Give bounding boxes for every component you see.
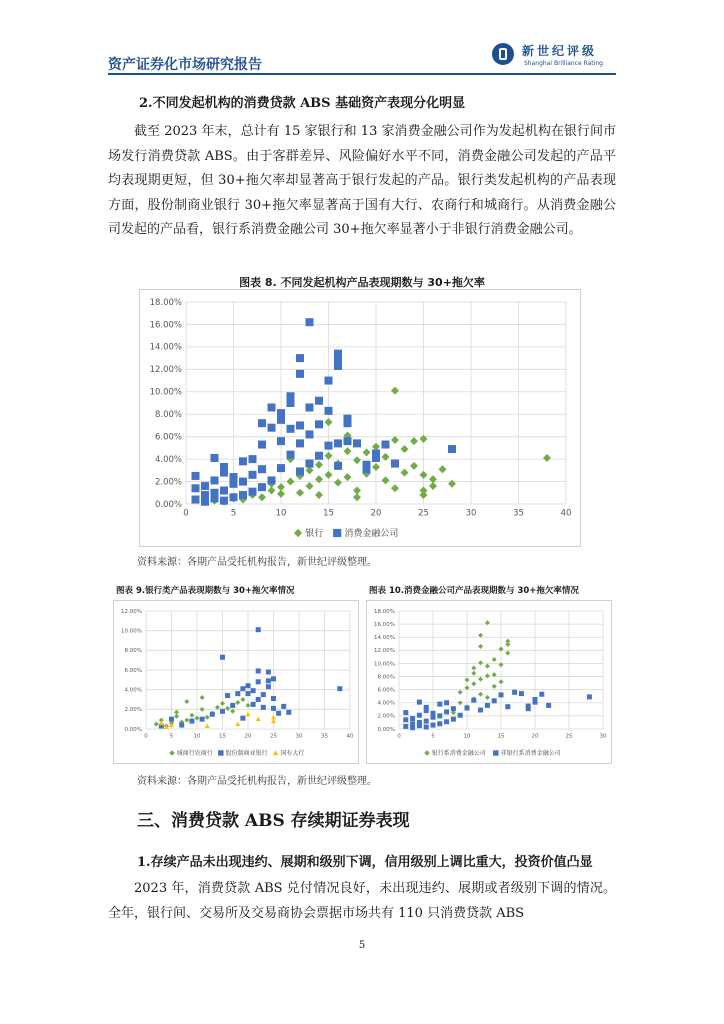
data-point [499,647,504,652]
data-point [200,707,205,712]
data-point [458,713,463,718]
legend-label: 银行 [305,529,324,539]
figure-9-svg [114,601,358,763]
data-point [353,439,361,447]
data-point [448,445,456,453]
data-point [306,403,314,411]
data-point [471,671,476,676]
data-point [287,392,295,400]
data-point [235,700,240,705]
data-point [266,678,271,683]
y-tick-label: 0.00% [154,499,182,510]
y-tick-label: 6.00% [154,432,182,443]
data-point [271,696,276,701]
data-point [353,456,361,464]
series-1 [159,627,342,728]
legend-marker [273,750,278,755]
data-point [277,437,285,445]
y-tick-label: 4.00% [154,454,182,465]
data-point [478,644,483,649]
data-point [240,686,245,691]
data-point [543,454,551,462]
data-point [256,668,261,673]
data-point [287,451,295,459]
figure-9-10-source: 资料来源：各期产品受托机构报告，新世纪评级整理。 [137,776,377,787]
data-point [401,445,409,453]
data-point [417,720,422,725]
data-point [189,713,194,718]
data-point [478,692,483,697]
data-point [382,441,390,449]
data-point [420,435,428,443]
data-point [154,722,159,727]
figure-8-caption: 图表 8. 不同发起机构产品表现期数与 30+拖欠率 [239,276,485,289]
x-tick-label: 25 [270,733,277,740]
y-tick-label: 2.00% [124,707,142,714]
data-point [258,441,266,449]
x-tick-label: 0 [144,733,148,740]
x-tick-label: 5 [169,733,174,740]
data-point [211,476,219,484]
data-point [306,430,314,438]
data-point [410,462,418,470]
data-point [465,677,470,682]
series-1 [403,690,592,730]
data-point [344,437,352,445]
data-point [220,655,225,660]
data-point [315,491,323,499]
x-tick-label: 40 [346,733,354,740]
x-tick-label: 40 [560,508,572,519]
figure-8-chart [139,289,581,547]
data-point [184,718,189,723]
data-point [251,702,256,707]
x-tick-label: 10 [275,508,287,519]
data-point [200,695,205,700]
data-point [249,488,257,496]
data-point [546,703,551,708]
y-tick-label: 16.00% [149,320,182,331]
data-point [240,716,245,721]
data-point [499,662,504,667]
data-point [444,709,449,714]
data-point [437,702,442,707]
data-point [306,482,314,490]
data-point [225,706,230,711]
data-point [519,691,524,696]
data-point [431,723,436,728]
y-tick-label: 10.00% [374,661,395,668]
data-point [306,318,314,326]
y-tick-label: 6.00% [377,687,395,694]
data-point [277,483,285,491]
x-tick-label: 5 [431,733,435,740]
data-point [296,489,304,497]
data-point [258,465,266,473]
x-tick-label: 20 [531,733,539,740]
data-point [266,684,271,689]
y-tick-label: 18.00% [374,608,395,615]
x-tick-label: 25 [565,733,573,740]
data-point [363,461,371,469]
data-point [451,706,456,711]
data-point [287,425,295,433]
data-point [429,482,437,490]
section-heading: 2.不同发起机构的消费贷款 ABS 基础资产表现分化明显 [139,96,466,111]
y-tick-label: 12.00% [374,648,395,655]
x-tick-label: 25 [418,508,429,519]
data-point [485,695,490,700]
data-point [271,676,276,681]
data-point [391,484,399,492]
figure-8-source: 资料来源：各期产品受托机构报告，新世纪评级整理。 [137,557,377,568]
data-point [403,710,408,715]
x-tick-label: 5 [230,508,237,519]
data-point [296,421,304,429]
data-point [391,387,399,395]
data-point [239,457,247,465]
data-point [471,698,476,703]
data-point [261,705,266,710]
data-point [505,650,510,655]
data-point [448,480,456,488]
data-point [246,703,251,708]
data-point [505,704,510,709]
paragraph-text: 截至 2023 年末，总计有 15 家银行和 13 家消费金融公司作为发起机构在银行间市场发行消费贷款 ABS。由于客群差异、风险偏好水平不同，消费金融公司发起的产品平均表现期更短，但 30+拖欠率却显著高于银行发起的产品。银行类发起机构的产品表现方面，股份制商业银行 30+拖欠率显著高于国有大行、农商行和城商行。从消费金融公司发起的产品看，银行系消费金融公司 30+拖欠率显著小于非银行消费金融公司。 [108,124,616,237]
data-point [306,460,314,468]
data-point [533,697,538,702]
data-point [499,679,504,684]
data-point [246,691,251,696]
data-point [271,706,276,711]
data-point [211,489,219,497]
data-point [424,719,429,724]
x-tick-label: 15 [497,733,505,740]
x-tick-label: 20 [370,508,382,519]
data-point [230,473,238,481]
figure-9-caption: 图表 9.银行类产品表现期数与 30+拖欠率情况 [116,586,295,596]
data-point [344,473,352,481]
data-point [401,469,409,477]
data-point [403,717,408,722]
data-point [201,491,209,499]
figure-10-svg [367,601,611,763]
data-point [235,722,240,727]
data-point [192,484,200,492]
legend-label: 城商行农商行 [176,750,213,757]
legend-marker [218,750,223,755]
data-point [444,719,449,724]
data-point [344,447,352,455]
data-point [258,419,266,427]
data-point [505,639,510,644]
data-point [235,691,240,696]
data-point [485,703,490,708]
data-point [492,698,497,703]
figure-8-svg [140,290,580,546]
data-point [266,669,271,674]
data-point [458,690,463,695]
body-paragraph-2 [108,877,616,926]
legend-marker [169,750,174,755]
data-point [246,683,251,688]
legend-marker [294,529,302,537]
data-point [258,483,266,491]
x-tick-label: 30 [295,733,303,740]
data-point [315,475,323,483]
y-tick-label: 2.00% [154,477,182,488]
series-0 [451,620,517,715]
data-point [184,699,189,704]
x-tick-label: 0 [397,733,401,740]
y-tick-label: 0.00% [124,726,142,733]
data-point [512,690,517,695]
data-point [240,697,245,702]
y-tick-label: 16.00% [374,621,395,628]
x-tick-label: 35 [321,733,328,740]
data-point [334,479,342,487]
paragraph-text-2: 2023 年，消费贷款 ABS 兑付情况良好，未出现违约、展期或者级别下调的情况。全年，银行间、交易所及交易商协会票据市场共有 110 只消费贷款 ABS [108,881,616,921]
data-point [281,704,286,709]
data-point [249,455,257,463]
data-point [315,461,323,469]
legend-marker [333,529,341,537]
data-point [286,710,291,715]
data-point [344,415,352,423]
data-point [325,471,333,479]
y-tick-label: 8.00% [377,674,395,681]
figure-10-chart [366,600,612,764]
data-point [276,711,281,716]
x-tick-label: 15 [219,733,226,740]
data-point [315,420,323,428]
x-tick-label: 35 [513,508,524,519]
data-point [353,493,361,501]
data-point [420,491,428,499]
data-point [261,692,266,697]
data-point [268,476,276,484]
header-divider [108,73,616,75]
chapter-heading: 三、消费贷款 ABS 存续期证券表现 [137,811,410,831]
data-point [420,471,428,479]
data-point [403,724,408,729]
data-point [451,717,456,722]
y-tick-label: 14.00% [149,342,182,353]
legend-marker [424,750,429,755]
data-point [189,719,194,724]
data-point [325,442,333,450]
data-point [192,472,200,480]
x-tick-label: 30 [599,733,607,740]
data-point [372,450,380,458]
data-point [220,709,225,714]
x-tick-label: 20 [244,733,252,740]
x-tick-label: 0 [183,508,189,519]
data-point [391,436,399,444]
data-point [458,700,463,705]
data-point [230,493,238,501]
data-point [437,721,442,726]
data-point [174,710,179,715]
y-tick-label: 2.00% [377,713,395,720]
data-point [220,701,225,706]
data-point [382,453,390,461]
data-point [169,717,174,722]
y-tick-label: 10.00% [149,387,182,398]
data-point [287,478,295,486]
data-point [225,693,230,698]
y-tick-label: 18.00% [149,297,182,308]
data-point [431,711,436,716]
y-tick-label: 10.00% [121,628,142,635]
data-point [201,482,209,490]
logo-mark [499,48,507,60]
y-tick-label: 4.00% [124,687,142,694]
data-point [315,452,323,460]
data-point [210,712,215,717]
data-point [179,723,184,728]
data-point [249,471,257,479]
legend-label: 非银行系消费金融公司 [500,750,561,757]
data-point [258,493,266,501]
data-point [372,463,380,471]
data-point [200,717,205,722]
series-1 [192,318,457,506]
data-point [230,703,235,708]
data-point [437,713,442,718]
data-point [391,460,399,468]
data-point [251,688,256,693]
data-point [334,439,342,447]
data-point [485,664,490,669]
data-point [492,684,497,689]
data-point [277,409,285,417]
y-tick-label: 12.00% [149,365,182,376]
data-point [296,439,304,447]
report-title: 资产证券化市场研究报告 [108,57,262,73]
data-point [211,454,219,462]
data-point [587,694,592,699]
legend-marker [493,750,498,755]
series-0 [154,695,251,729]
data-point [325,452,333,460]
data-point [220,463,228,471]
data-point [410,437,418,445]
data-point [296,467,304,475]
data-point [268,424,276,432]
x-tick-label: 10 [463,733,471,740]
data-point [478,707,483,712]
legend-label: 股份制商业银行 [225,750,268,757]
data-point [296,370,304,378]
subsection-heading: 1.存续产品未出现违约、展期和级别下调，信用级别上调比重大，投资价值凸显 [137,855,593,870]
x-tick-label: 15 [323,508,334,519]
data-point [205,724,210,729]
data-point [485,673,490,678]
data-point [256,717,261,722]
data-point [478,660,483,665]
data-point [256,627,261,632]
data-point [439,465,447,473]
data-point [526,704,531,709]
data-point [478,677,483,682]
data-point [205,715,210,720]
data-point [334,462,342,470]
data-point [485,620,490,625]
data-point [471,681,476,686]
data-point [268,403,276,411]
data-point [424,705,429,710]
data-point [417,700,422,705]
data-point [315,397,323,405]
legend-label: 国有大行 [280,750,305,757]
data-point [271,719,276,724]
data-point [220,487,228,495]
data-point [334,350,342,358]
legend-label: 消费金融公司 [344,529,399,539]
y-tick-label: 14.00% [374,635,395,642]
data-point [192,496,200,504]
logo-text-cn: 新世纪评级 [522,44,598,58]
data-point [277,464,285,472]
y-tick-label: 6.00% [124,667,142,674]
y-tick-label: 0.00% [377,726,395,733]
x-tick-label: 30 [465,508,477,519]
legend-label: 银行系消费金融公司 [431,750,486,757]
data-point [239,478,247,486]
logo-text-en: Shanghai Brilliance Rating [524,60,603,67]
y-tick-label: 8.00% [154,410,182,421]
data-point [325,407,333,415]
data-point [492,657,497,662]
data-point [239,491,247,499]
y-tick-label: 4.00% [377,700,395,707]
figure-9-chart [113,600,359,764]
data-point [195,716,200,721]
data-point [220,497,228,505]
data-point [256,679,261,684]
data-point [325,377,333,385]
data-point [363,448,371,456]
data-point [499,692,504,697]
data-point [465,706,470,711]
data-point [271,715,276,720]
data-point [471,666,476,671]
data-point [382,476,390,484]
data-point [296,354,304,362]
data-point [417,713,422,718]
y-tick-label: 8.00% [124,648,142,655]
y-tick-label: 12.00% [121,608,142,615]
data-point [410,721,415,726]
data-point [246,712,251,717]
data-point [410,716,415,721]
data-point [159,721,164,726]
page-number: 5 [358,940,366,951]
data-point [325,418,333,426]
data-point [539,692,544,697]
figure-10-caption: 图表 10.消费金融公司产品表现期数与 30+拖欠率情况 [369,586,579,596]
body-paragraph [108,120,616,243]
data-point [424,725,429,730]
data-point [444,700,449,705]
x-tick-label: 10 [193,733,201,740]
data-point [256,697,261,702]
data-point [337,686,342,691]
